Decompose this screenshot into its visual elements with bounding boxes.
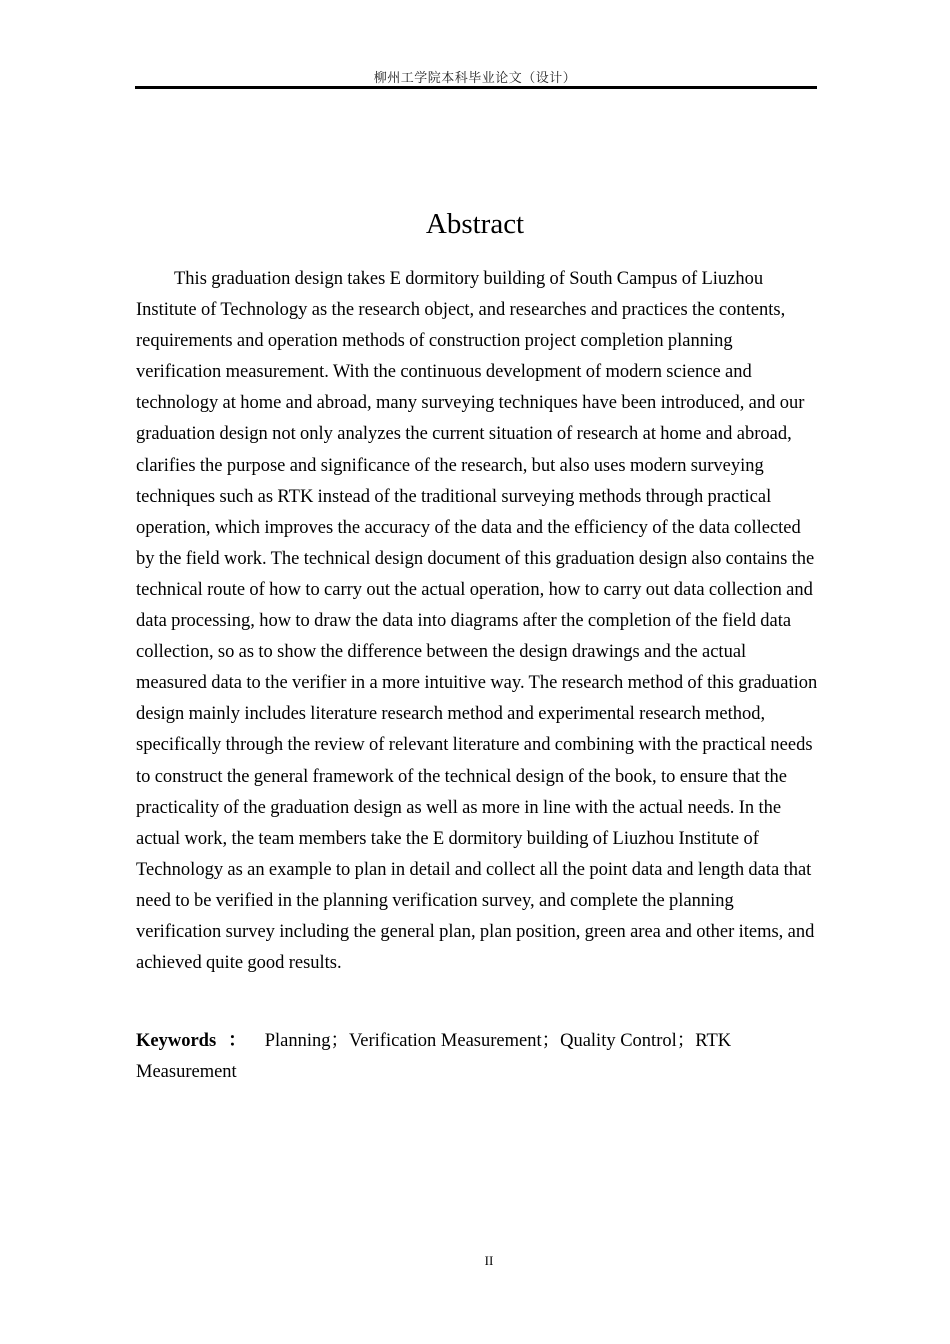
keywords-text: Planning；Verification Measurement；Quality Control；RTK Measurement xyxy=(136,1031,732,1082)
keywords-line xyxy=(136,1026,776,1088)
page-number: II xyxy=(484,1253,494,1268)
abstract-heading: Abstract xyxy=(425,208,525,240)
keywords-label: Keywords xyxy=(136,1031,217,1051)
running-header: 柳州工学院本科毕业论文（设计） xyxy=(373,71,577,86)
abstract-body: This graduation design takes E dormitory building of South Campus of Liuzhou Institute of Technology as the research object, and researches and practices the contents, requirements and operation methods of construction project completion planning verification measurement. With the continuous development of modern science and technology at home and abroad, many surveying techniques have been introduced, and our graduation design not only analyzes the current situation of research at home and abroad, clarifies the purpose and significance of the research, but also uses modern surveying techniques such as RTK instead of the traditional surveying methods through practical operation, which improves the accuracy of the data and the efficiency of the data collected by the field work. The technical design document of this graduation design also contains the technical route of how to carry out the actual operation, how to carry out data collection and data processing, how to draw the data into diagrams after the completion of the field data collection, so as to show the difference between the design drawings and the actual measured data to the verifier in a more intuitive way. The research method of this graduation design mainly includes literature research method and experimental research method, specifically through the review of relevant literature and combining with the practical needs to construct the general framework of the technical design of the book, to ensure that the practicality of the graduation design as well as more in line with the actual needs. In the actual work, the team members take the E dormitory building of Liuzhou Institute of Technology as an example to plan in detail and collect all the point data and length data that need to be verified in the planning verification survey, and complete the planning verification survey including the general plan, plan position, green area and other items, and achieved quite good results. xyxy=(136,269,818,974)
header-rule xyxy=(135,86,817,89)
keywords-separator: ： xyxy=(228,1031,247,1051)
